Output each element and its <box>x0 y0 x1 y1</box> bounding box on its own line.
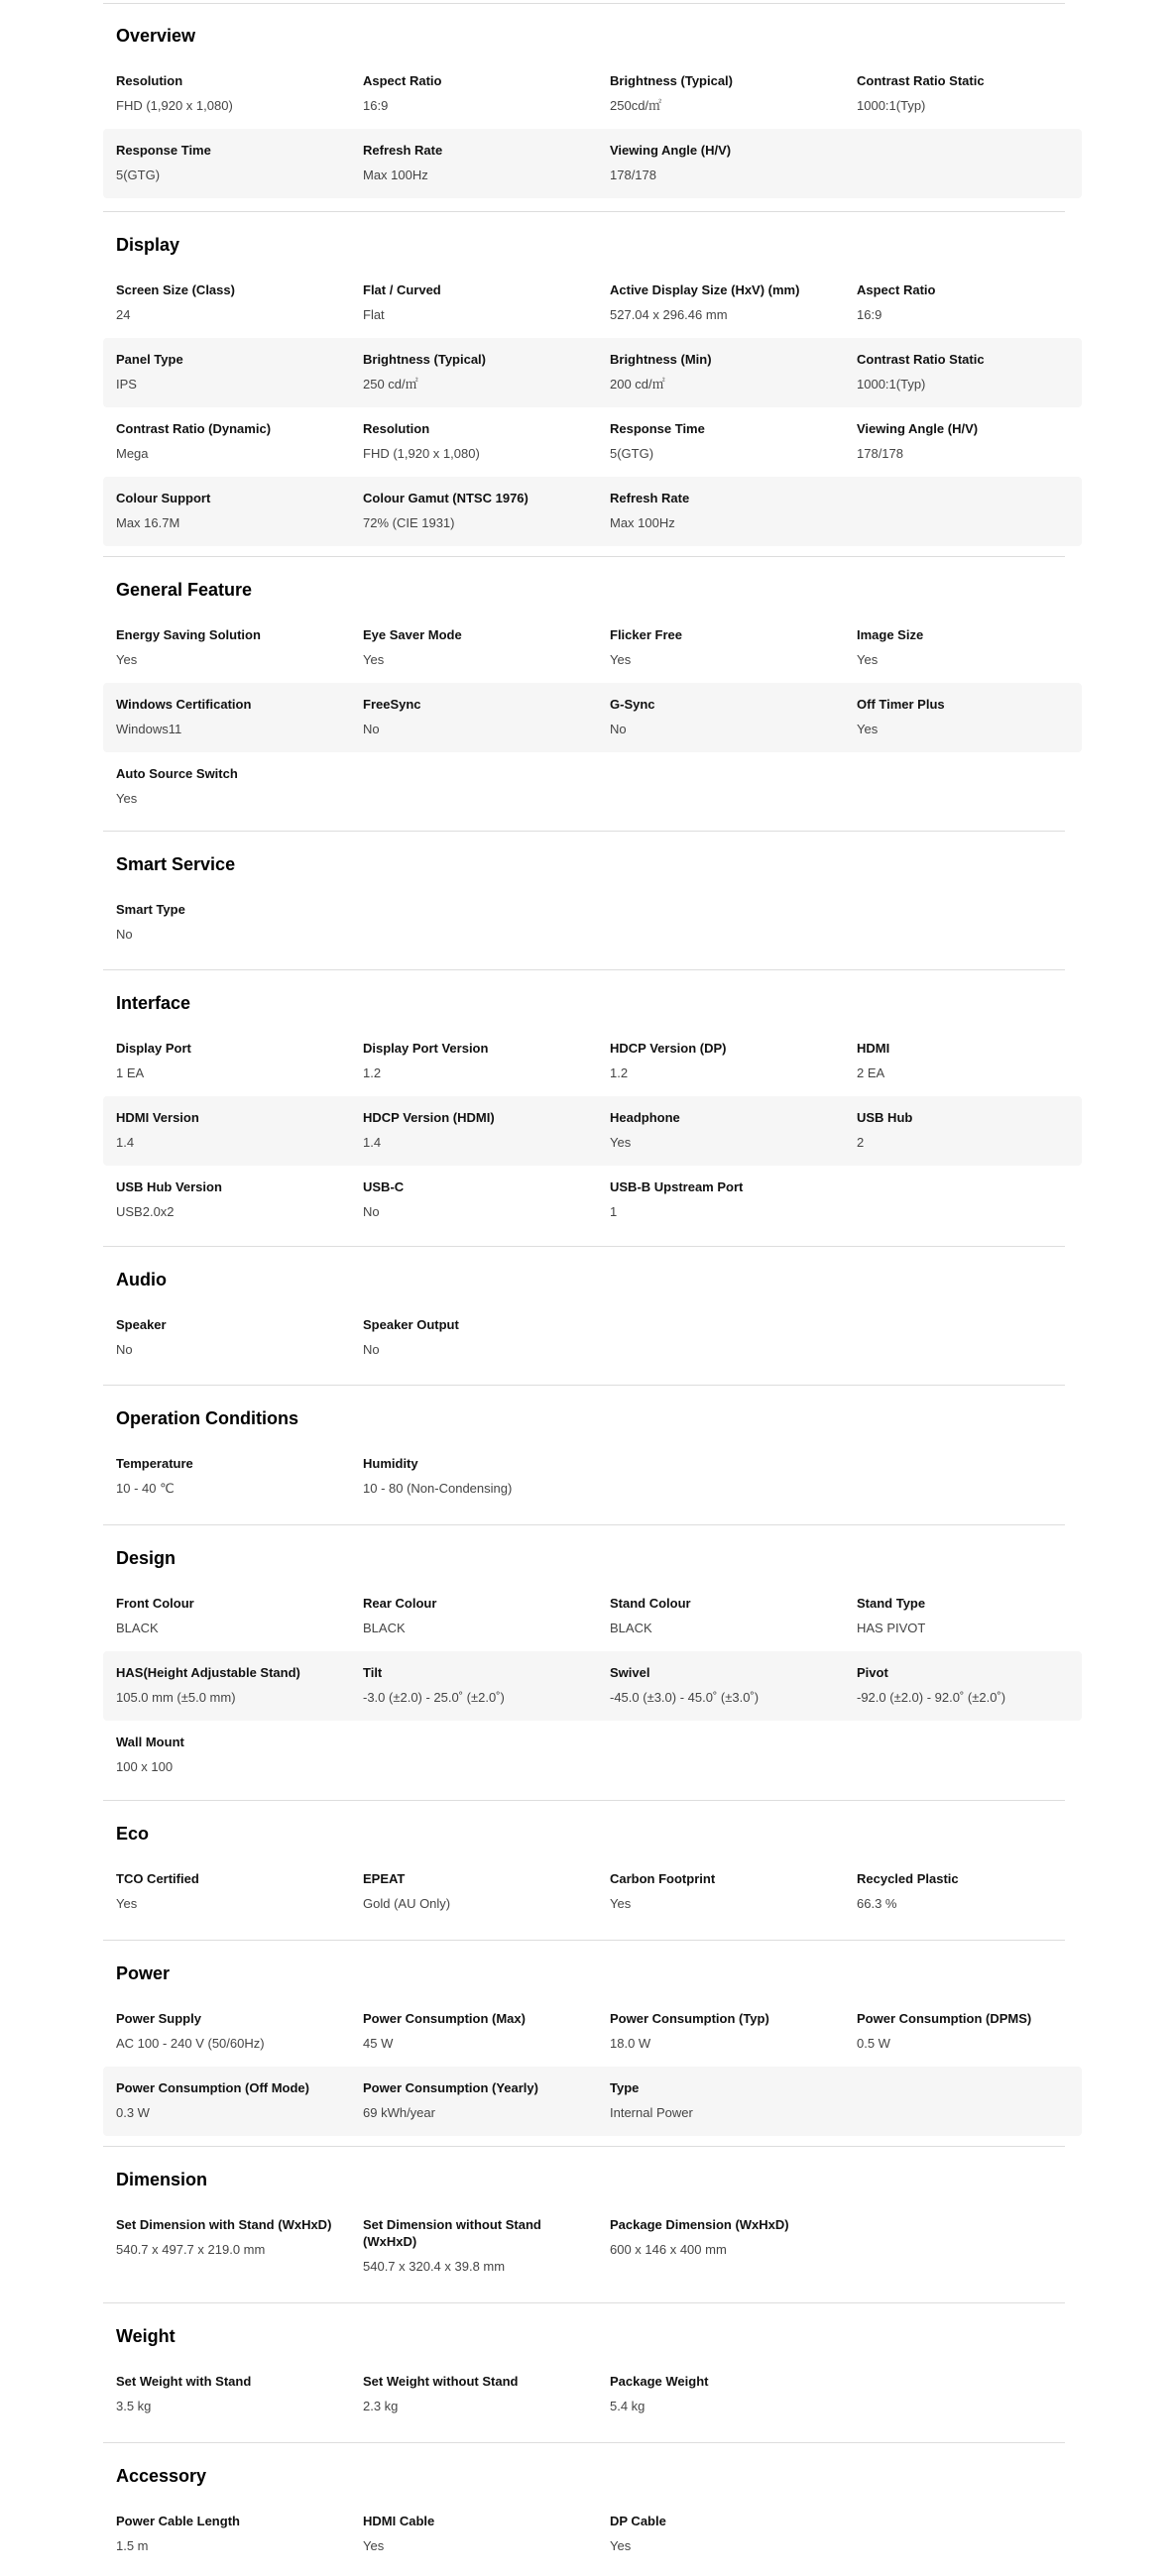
section-title: Power <box>116 1963 171 1983</box>
spec-value: Yes <box>857 722 879 736</box>
spec-label: Set Dimension with Stand (WxHxD) <box>116 2217 332 2232</box>
spec-label: Wall Mount <box>116 1735 184 1749</box>
spec-value: IPS <box>116 377 137 392</box>
section-divider <box>103 1800 1065 1801</box>
spec-value: No <box>610 722 627 736</box>
spec-value: 1 EA <box>116 1065 145 1080</box>
spec-label: Flat / Curved <box>363 282 441 297</box>
spec-value: 16:9 <box>857 307 882 322</box>
spec-row <box>103 269 1082 338</box>
spec-label: Speaker <box>116 1317 167 1332</box>
spec-value: 5(GTG) <box>610 446 654 461</box>
spec-label: HDCP Version (DP) <box>610 1041 727 1056</box>
spec-label: Viewing Angle (H/V) <box>857 421 979 436</box>
spec-item <box>116 1870 344 1912</box>
spec-value: BLACK <box>363 1621 406 1635</box>
spec-value: Gold (AU Only) <box>363 1896 451 1911</box>
spec-label: Brightness (Typical) <box>363 352 487 367</box>
section-title: Interface <box>116 993 191 1013</box>
spec-item <box>363 696 591 737</box>
spec-item <box>857 696 1085 737</box>
spec-item <box>857 2010 1085 2052</box>
spec-item <box>363 281 591 323</box>
spec-item <box>610 351 838 392</box>
spec-row <box>103 129 1082 198</box>
spec-row <box>103 1857 1082 1927</box>
spec-label: Power Supply <box>116 2011 201 2026</box>
spec-label: Power Consumption (Typ) <box>610 2011 769 2026</box>
spec-value: 1.4 <box>363 1135 382 1150</box>
spec-value: BLACK <box>116 1621 159 1635</box>
spec-label: HDCP Version (HDMI) <box>363 1110 495 1125</box>
spec-value: 5(GTG) <box>116 168 161 182</box>
spec-value: Yes <box>610 1135 632 1150</box>
section-divider <box>103 2442 1065 2443</box>
spec-row <box>103 2360 1082 2429</box>
spec-label: Carbon Footprint <box>610 1871 716 1886</box>
section-title: Dimension <box>116 2170 208 2189</box>
spec-value: USB2.0x2 <box>116 1204 175 1219</box>
spec-value: 45 W <box>363 2036 394 2051</box>
spec-label: Swivel <box>610 1665 650 1680</box>
spec-label: Display Port <box>116 1041 191 1056</box>
spec-label: Rear Colour <box>363 1596 437 1611</box>
spec-label: Panel Type <box>116 352 183 367</box>
section-divider <box>103 1246 1065 1247</box>
spec-item <box>610 490 838 531</box>
section-divider <box>103 1524 1065 1525</box>
spec-value: Yes <box>363 652 385 667</box>
spec-label: Humidity <box>363 1456 418 1471</box>
section-divider <box>103 2146 1065 2147</box>
spec-label: Stand Colour <box>610 1596 691 1611</box>
spec-value: 100 x 100 <box>116 1759 174 1774</box>
spec-item <box>610 626 838 668</box>
spec-value: 5.4 kg <box>610 2399 646 2413</box>
spec-row <box>103 888 1082 957</box>
spec-label: Viewing Angle (H/V) <box>610 143 732 158</box>
spec-item <box>116 696 344 737</box>
spec-row <box>103 2500 1082 2569</box>
spec-item <box>116 281 344 323</box>
spec-item <box>857 1040 1085 1081</box>
spec-item <box>363 2010 591 2052</box>
spec-item <box>116 765 344 807</box>
spec-item <box>116 1316 344 1358</box>
spec-label: Eye Saver Mode <box>363 627 462 642</box>
spec-row <box>103 338 1082 407</box>
spec-item <box>610 1040 838 1081</box>
spec-item <box>610 1664 838 1706</box>
spec-item <box>857 1109 1085 1151</box>
spec-label: HDMI <box>857 1041 890 1056</box>
spec-item <box>610 1178 838 1220</box>
spec-label: Front Colour <box>116 1596 194 1611</box>
spec-label: Display Port Version <box>363 1041 489 1056</box>
section-divider <box>103 211 1065 212</box>
spec-value: 250cd/㎡ <box>610 98 662 113</box>
spec-item <box>610 2373 838 2414</box>
spec-label: Set Dimension without Stand (WxHxD) <box>363 2217 541 2249</box>
spec-item <box>116 2079 344 2121</box>
spec-label: Contrast Ratio Static <box>857 73 985 88</box>
spec-value: Max 16.7M <box>116 515 180 530</box>
section-title: Operation Conditions <box>116 1408 298 1428</box>
spec-value: 18.0 W <box>610 2036 651 2051</box>
spec-item <box>363 626 591 668</box>
spec-item <box>610 1595 838 1636</box>
spec-label: Resolution <box>116 73 183 88</box>
spec-value: Mega <box>116 446 149 461</box>
spec-label: Power Consumption (Yearly) <box>363 2080 538 2095</box>
spec-value: -45.0 (±3.0) - 45.0˚ (±3.0˚) <box>610 1690 760 1705</box>
spec-label: Power Consumption (Off Mode) <box>116 2080 309 2095</box>
spec-label: Off Timer Plus <box>857 697 945 712</box>
spec-value: 540.7 x 320.4 x 39.8 mm <box>363 2259 506 2274</box>
spec-item <box>116 2010 344 2052</box>
spec-label: Power Cable Length <box>116 2514 240 2528</box>
spec-item <box>116 1734 344 1775</box>
spec-item <box>363 2079 591 2121</box>
spec-label: Windows Certification <box>116 697 252 712</box>
spec-item <box>116 72 344 114</box>
spec-item <box>116 1178 344 1220</box>
spec-row <box>103 59 1082 129</box>
spec-item <box>363 1040 591 1081</box>
section-title: Weight <box>116 2326 176 2346</box>
spec-value: 24 <box>116 307 131 322</box>
spec-label: Colour Support <box>116 491 211 505</box>
spec-row <box>103 407 1082 477</box>
spec-item <box>363 1178 591 1220</box>
spec-value: 527.04 x 296.46 mm <box>610 307 728 322</box>
spec-value: 0.3 W <box>116 2105 150 2120</box>
top-divider <box>103 3 1065 4</box>
spec-item <box>610 2010 838 2052</box>
section-title: Accessory <box>116 2466 207 2486</box>
spec-label: Contrast Ratio (Dynamic) <box>116 421 272 436</box>
spec-value: 10 - 40 ℃ <box>116 1481 175 1496</box>
spec-item <box>857 1870 1085 1912</box>
spec-value: Max 100Hz <box>610 515 675 530</box>
spec-item <box>610 1870 838 1912</box>
spec-label: Headphone <box>610 1110 680 1125</box>
spec-label: Recycled Plastic <box>857 1871 959 1886</box>
spec-label: Brightness (Min) <box>610 352 712 367</box>
spec-item <box>610 1109 838 1151</box>
spec-value: FHD (1,920 x 1,080) <box>363 446 480 461</box>
spec-label: Type <box>610 2080 640 2095</box>
spec-item <box>116 1455 344 1497</box>
spec-value: No <box>363 722 380 736</box>
spec-label: Auto Source Switch <box>116 766 238 781</box>
spec-label: Contrast Ratio Static <box>857 352 985 367</box>
spec-value: 1.4 <box>116 1135 135 1150</box>
spec-value: -3.0 (±2.0) - 25.0˚ (±2.0˚) <box>363 1690 505 1705</box>
spec-item <box>610 281 838 323</box>
spec-label: Flicker Free <box>610 627 682 642</box>
spec-item <box>857 351 1085 392</box>
spec-item <box>857 626 1085 668</box>
spec-value: 1000:1(Typ) <box>857 377 926 392</box>
spec-item <box>610 420 838 462</box>
spec-value: Max 100Hz <box>363 168 428 182</box>
spec-item <box>857 72 1085 114</box>
spec-row <box>103 752 1082 822</box>
section-divider <box>103 831 1065 832</box>
spec-label: Stand Type <box>857 1596 926 1611</box>
spec-row <box>103 1166 1082 1235</box>
spec-value: 178/178 <box>610 168 656 182</box>
spec-label: USB Hub Version <box>116 1179 222 1194</box>
spec-label: HAS(Height Adjustable Stand) <box>116 1665 300 1680</box>
spec-row <box>103 1582 1082 1651</box>
spec-value: 2 <box>857 1135 865 1150</box>
spec-label: Pivot <box>857 1665 888 1680</box>
spec-row <box>103 1651 1082 1721</box>
spec-value: Yes <box>857 652 879 667</box>
spec-label: Refresh Rate <box>363 143 443 158</box>
spec-value: FHD (1,920 x 1,080) <box>116 98 233 113</box>
spec-value: Yes <box>610 2538 632 2553</box>
spec-value: HAS PIVOT <box>857 1621 926 1635</box>
spec-value: 1.2 <box>363 1065 382 1080</box>
section-divider <box>103 556 1065 557</box>
spec-value: Yes <box>610 652 632 667</box>
spec-value: Yes <box>610 1896 632 1911</box>
spec-row <box>103 614 1082 683</box>
spec-item <box>363 1595 591 1636</box>
spec-item <box>610 72 838 114</box>
spec-value: No <box>363 1204 380 1219</box>
spec-value: BLACK <box>610 1621 652 1635</box>
section-title: Eco <box>116 1824 150 1844</box>
spec-label: Aspect Ratio <box>857 282 936 297</box>
spec-value: 1.5 m <box>116 2538 149 2553</box>
spec-item <box>363 420 591 462</box>
spec-label: Set Weight with Stand <box>116 2374 252 2389</box>
spec-value: No <box>116 927 133 942</box>
section-title: Audio <box>116 1270 167 1289</box>
spec-item <box>610 142 838 183</box>
spec-value: No <box>116 1342 133 1357</box>
spec-value: 16:9 <box>363 98 389 113</box>
spec-item <box>610 2513 838 2554</box>
spec-label: USB Hub <box>857 1110 913 1125</box>
spec-value: 1.2 <box>610 1065 629 1080</box>
spec-value: 72% (CIE 1931) <box>363 515 455 530</box>
spec-value: 1000:1(Typ) <box>857 98 926 113</box>
spec-item <box>116 351 344 392</box>
spec-item <box>363 142 591 183</box>
spec-item <box>363 490 591 531</box>
spec-label: Refresh Rate <box>610 491 690 505</box>
spec-item <box>363 1870 591 1912</box>
spec-label: Colour Gamut (NTSC 1976) <box>363 491 529 505</box>
spec-item <box>363 1455 591 1497</box>
spec-value: Yes <box>116 652 138 667</box>
spec-item <box>363 1316 591 1358</box>
spec-label: FreeSync <box>363 697 421 712</box>
spec-label: Temperature <box>116 1456 193 1471</box>
spec-value: 178/178 <box>857 446 903 461</box>
spec-value: No <box>363 1342 380 1357</box>
section-title: General Feature <box>116 580 253 600</box>
spec-label: Image Size <box>857 627 924 642</box>
spec-label: DP Cable <box>610 2514 666 2528</box>
spec-item <box>116 2513 344 2554</box>
spec-label: Power Consumption (DPMS) <box>857 2011 1032 2026</box>
spec-label: EPEAT <box>363 1871 406 1886</box>
spec-row <box>103 477 1082 546</box>
spec-label: Tilt <box>363 1665 383 1680</box>
spec-item <box>857 420 1085 462</box>
spec-row <box>103 1997 1082 2067</box>
spec-value: 250 cd/㎡ <box>363 377 418 392</box>
spec-label: Smart Type <box>116 902 185 917</box>
section-divider <box>103 1940 1065 1941</box>
spec-row <box>103 2203 1082 2273</box>
section-divider <box>103 969 1065 970</box>
spec-label: Energy Saving Solution <box>116 627 261 642</box>
spec-item <box>363 1109 591 1151</box>
section-title: Overview <box>116 26 196 46</box>
spec-value: 600 x 146 x 400 mm <box>610 2242 727 2257</box>
spec-label: Power Consumption (Max) <box>363 2011 526 2026</box>
spec-item <box>116 2216 344 2258</box>
spec-item <box>363 2513 591 2554</box>
spec-label: USB-B Upstream Port <box>610 1179 744 1194</box>
spec-row <box>103 1096 1082 1166</box>
spec-label: Package Dimension (WxHxD) <box>610 2217 789 2232</box>
spec-value: 3.5 kg <box>116 2399 152 2413</box>
spec-value: 540.7 x 497.7 x 219.0 mm <box>116 2242 266 2257</box>
spec-label: Response Time <box>116 143 211 158</box>
spec-label: Resolution <box>363 421 430 436</box>
spec-label: Package Weight <box>610 2374 709 2389</box>
section-divider <box>103 2302 1065 2303</box>
spec-label: G-Sync <box>610 697 655 712</box>
spec-row <box>103 1721 1082 1790</box>
spec-value: 2.3 kg <box>363 2399 399 2413</box>
spec-item <box>116 1109 344 1151</box>
section-title: Smart Service <box>116 854 236 874</box>
spec-value: 0.5 W <box>857 2036 890 2051</box>
section-title: Display <box>116 235 180 255</box>
spec-value: Windows11 <box>116 722 182 736</box>
spec-value: Yes <box>116 791 138 806</box>
spec-value: Yes <box>116 1896 138 1911</box>
spec-label: Set Weight without Stand <box>363 2374 519 2389</box>
spec-item <box>116 1040 344 1081</box>
spec-item <box>116 1664 344 1706</box>
spec-item <box>363 1664 591 1706</box>
spec-item <box>610 2079 838 2121</box>
spec-value: 105.0 mm (±5.0 mm) <box>116 1690 236 1705</box>
section-divider <box>103 1385 1065 1386</box>
spec-value: -92.0 (±2.0) - 92.0˚ (±2.0˚) <box>857 1690 1006 1705</box>
spec-value: Internal Power <box>610 2105 693 2120</box>
spec-value: 200 cd/㎡ <box>610 377 665 392</box>
spec-label: Screen Size (Class) <box>116 282 235 297</box>
spec-label: Brightness (Typical) <box>610 73 734 88</box>
spec-label: TCO Certified <box>116 1871 199 1886</box>
spec-item <box>857 281 1085 323</box>
spec-item <box>363 351 591 392</box>
spec-label: Active Display Size (HxV) (mm) <box>610 282 800 297</box>
spec-item <box>116 420 344 462</box>
spec-row <box>103 1303 1082 1373</box>
spec-item <box>116 901 344 943</box>
spec-item <box>116 2373 344 2414</box>
spec-label: HDMI Cable <box>363 2514 435 2528</box>
spec-item <box>363 72 591 114</box>
spec-item <box>363 2373 591 2414</box>
spec-value: 66.3 % <box>857 1896 897 1911</box>
spec-item <box>116 626 344 668</box>
spec-label: USB-C <box>363 1179 405 1194</box>
spec-item <box>857 1595 1085 1636</box>
spec-value: 1 <box>610 1204 618 1219</box>
spec-value: 10 - 80 (Non-Condensing) <box>363 1481 513 1496</box>
spec-item <box>610 2216 838 2258</box>
spec-label: Speaker Output <box>363 1317 459 1332</box>
spec-label: Response Time <box>610 421 705 436</box>
spec-label: Aspect Ratio <box>363 73 442 88</box>
spec-item <box>363 2216 591 2275</box>
spec-item <box>116 1595 344 1636</box>
spec-item <box>610 696 838 737</box>
spec-value: 69 kWh/year <box>363 2105 435 2120</box>
spec-row <box>103 2067 1082 2136</box>
spec-value: Yes <box>363 2538 385 2553</box>
spec-row <box>103 1442 1082 1512</box>
spec-label: HDMI Version <box>116 1110 199 1125</box>
spec-value: Flat <box>363 307 385 322</box>
spec-row <box>103 683 1082 752</box>
spec-item <box>857 1664 1085 1706</box>
spec-item <box>116 490 344 531</box>
spec-value: AC 100 - 240 V (50/60Hz) <box>116 2036 265 2051</box>
spec-value: 2 EA <box>857 1065 885 1080</box>
spec-item <box>116 142 344 183</box>
spec-row <box>103 1027 1082 1096</box>
section-title: Design <box>116 1548 176 1568</box>
